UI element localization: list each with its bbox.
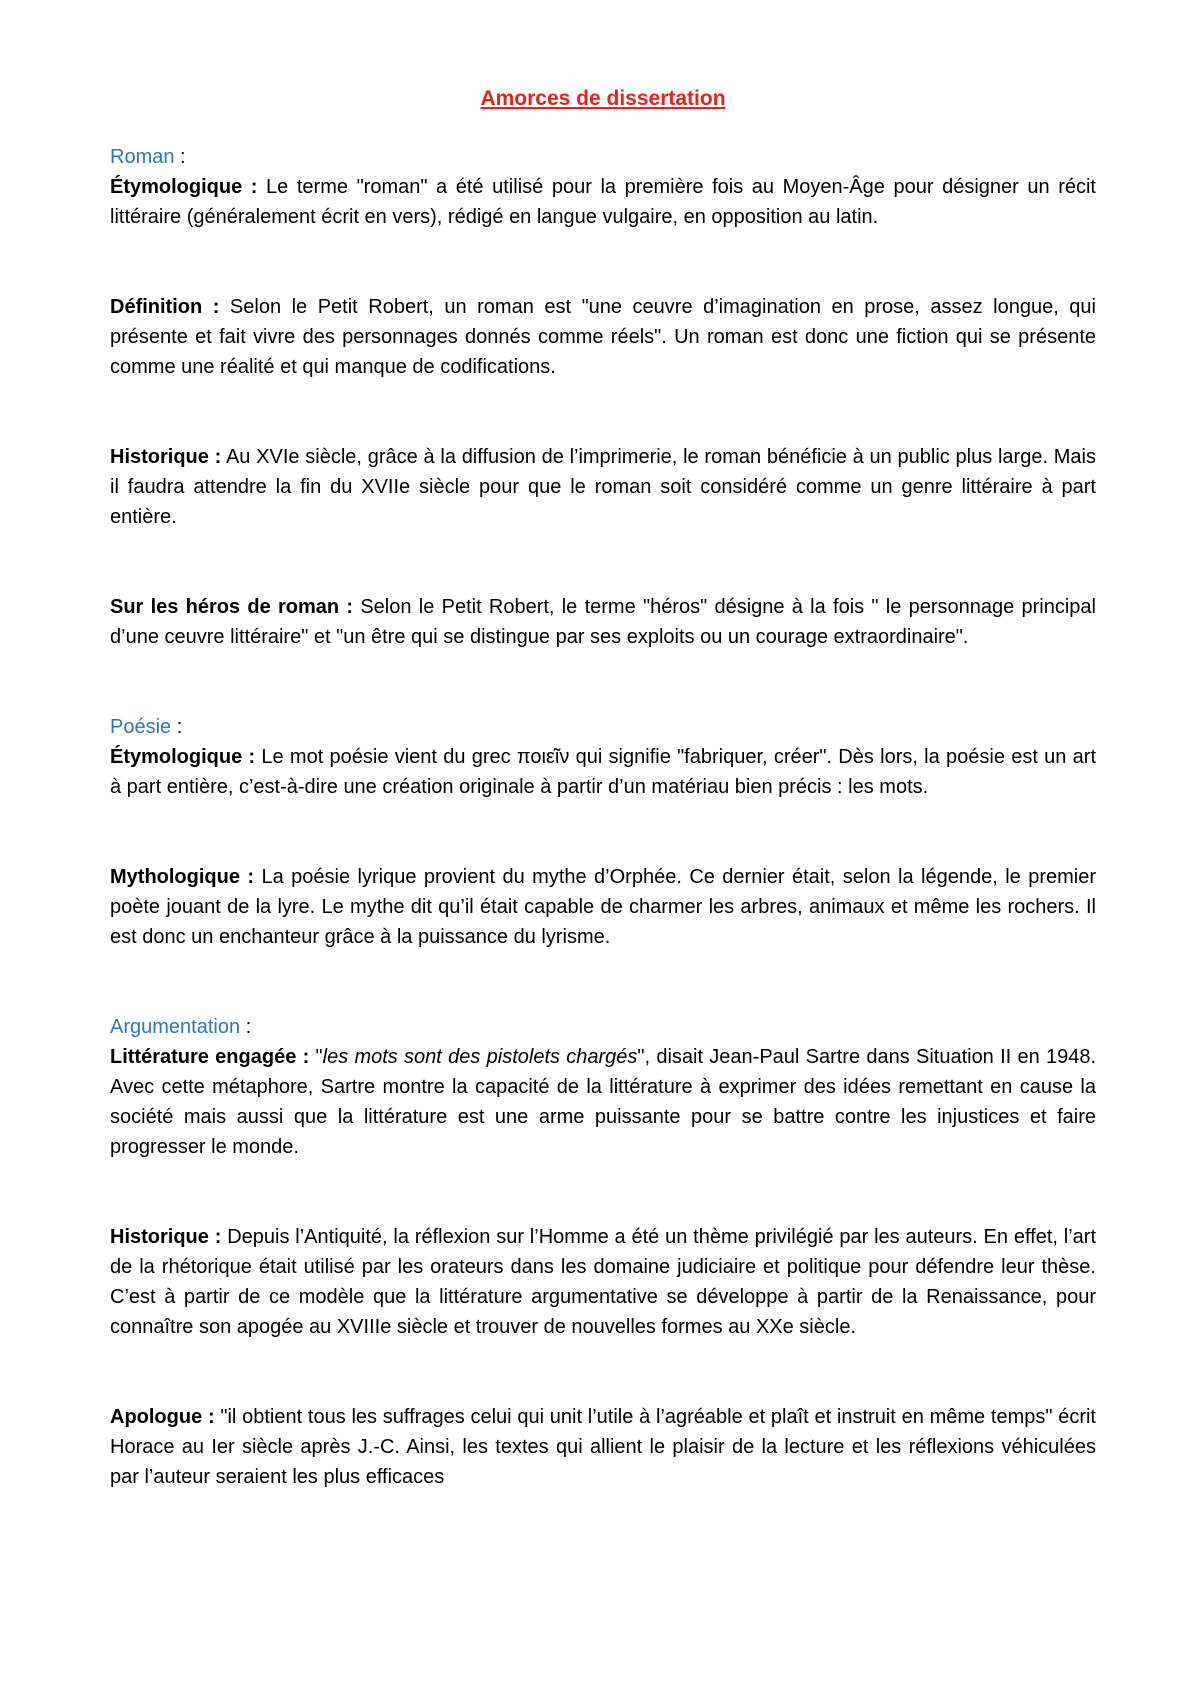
paragraph-argumentation-litterature-engagee xyxy=(110,1042,1096,1162)
section-name: Poésie xyxy=(110,716,172,738)
sartre-quote: les mots sont des pistolets chargés xyxy=(322,1046,638,1068)
section-colon: : xyxy=(171,716,183,738)
paragraph-poesie-mythologique xyxy=(110,862,1096,952)
section-heading-argumentation xyxy=(110,1012,1096,1042)
paragraph-text: Le terme "roman" a été utilisé pour la première fois au Moyen-Âge pour désigner un récit littéraire (généralement écrit en vers), rédigé en langue vulgaire, en opposition au latin. xyxy=(110,176,1096,228)
paragraph-label: Historique : xyxy=(110,446,222,468)
paragraph-text: Selon le Petit Robert, un roman est "une ceuvre d’imagination en prose, assez longue, qui présente et fait vivre des personnages donnés comme réels". Un roman est donc une fiction qui se présente comme une réalité et qui manque de codifications. xyxy=(110,296,1096,378)
document-title: Amorces de dissertation xyxy=(480,87,726,110)
section-colon: : xyxy=(240,1016,252,1038)
paragraph-poesie-etymologique xyxy=(110,742,1096,802)
paragraph-text: ", disait Jean-Paul Sartre dans Situation II en 1948. Avec cette métaphore, Sartre montre la capacité de la littérature à exprimer des idées remettant en cause la société mais aussi que la littérature est une arme puissante pour se battre contre les injustices et faire progresser le monde. xyxy=(110,1046,1097,1158)
paragraph-text: Au XVIe siècle, grâce à la diffusion de l’imprimerie, le roman bénéficie à un public plus large. Mais il faudra attendre la fin du XVIIe siècle pour que le roman soit considéré comme un genre littéraire à part entière. xyxy=(110,446,1096,528)
paragraph-roman-historique xyxy=(110,442,1096,532)
paragraph-label: Sur les héros de roman : xyxy=(110,596,354,618)
paragraph-label: Étymologique : xyxy=(110,176,258,198)
paragraph-text: "il obtient tous les suffrages celui qui unit l’utile à l’agréable et plaît et instruit en même temps" écrit Horace au Ier siècle après J.-C. Ainsi, les textes qui allient le plaisir de la lecture et les réflexions véhiculées par l’auteur seraient les plus efficaces xyxy=(110,1406,1096,1488)
paragraph-roman-etymologique xyxy=(110,172,1096,232)
section-heading-poesie xyxy=(110,712,1096,742)
section-heading-roman xyxy=(110,142,1096,172)
paragraph-argumentation-historique xyxy=(110,1222,1096,1342)
paragraph-roman-heros xyxy=(110,592,1096,652)
paragraph-text: La poésie lyrique provient du mythe d’Orphée. Ce dernier était, selon la légende, le premier poète jouant de la lyre. Le mythe dit qu’il était capable de charmer les arbres, animaux et même les rochers. Il est donc un enchanteur grâce à la puissance du lyrisme. xyxy=(110,866,1096,948)
paragraph-label: Apologue : xyxy=(110,1406,215,1428)
paragraph-text: Selon le Petit Robert, le terme "héros" désigne à la fois " le personnage principal d’une ceuvre littéraire" et "un être qui se distingue par ses exploits ou un courage extraordinaire". xyxy=(110,596,1096,648)
section-name: Roman xyxy=(110,146,175,168)
section-name: Argumentation xyxy=(110,1016,241,1038)
paragraph-argumentation-apologue xyxy=(110,1402,1096,1492)
paragraph-text: Le mot poésie vient du grec ποιεῖν qui signifie "fabriquer, créer". Dès lors, la poésie est un art à part entière, c’est-à-dire une création originale à partir d’un matériau bien précis : les mots. xyxy=(110,746,1096,798)
paragraph-label: Littérature engagée : xyxy=(110,1046,310,1068)
document-page xyxy=(110,84,1096,1492)
paragraph-label: Étymologique : xyxy=(110,746,256,768)
paragraph-label: Historique : xyxy=(110,1226,222,1248)
quote-open: " xyxy=(309,1046,323,1068)
section-colon: : xyxy=(174,146,186,168)
paragraph-label: Définition : xyxy=(110,296,220,318)
paragraph-roman-definition xyxy=(110,292,1096,382)
paragraph-text: Depuis l’Antiquité, la réflexion sur l’Homme a été un thème privilégié par les auteurs. En effet, l’art de la rhétorique était utilisé par les orateurs dans les domaine judiciaire et politique pour défendre leur thèse. C’est à partir de ce modèle que la littérature argumentative se développe à partir de la Renaissance, pour connaître son apogée au XVIIIe siècle et trouver de nouvelles formes au XXe siècle. xyxy=(110,1226,1096,1338)
paragraph-label: Mythologique : xyxy=(110,866,255,888)
